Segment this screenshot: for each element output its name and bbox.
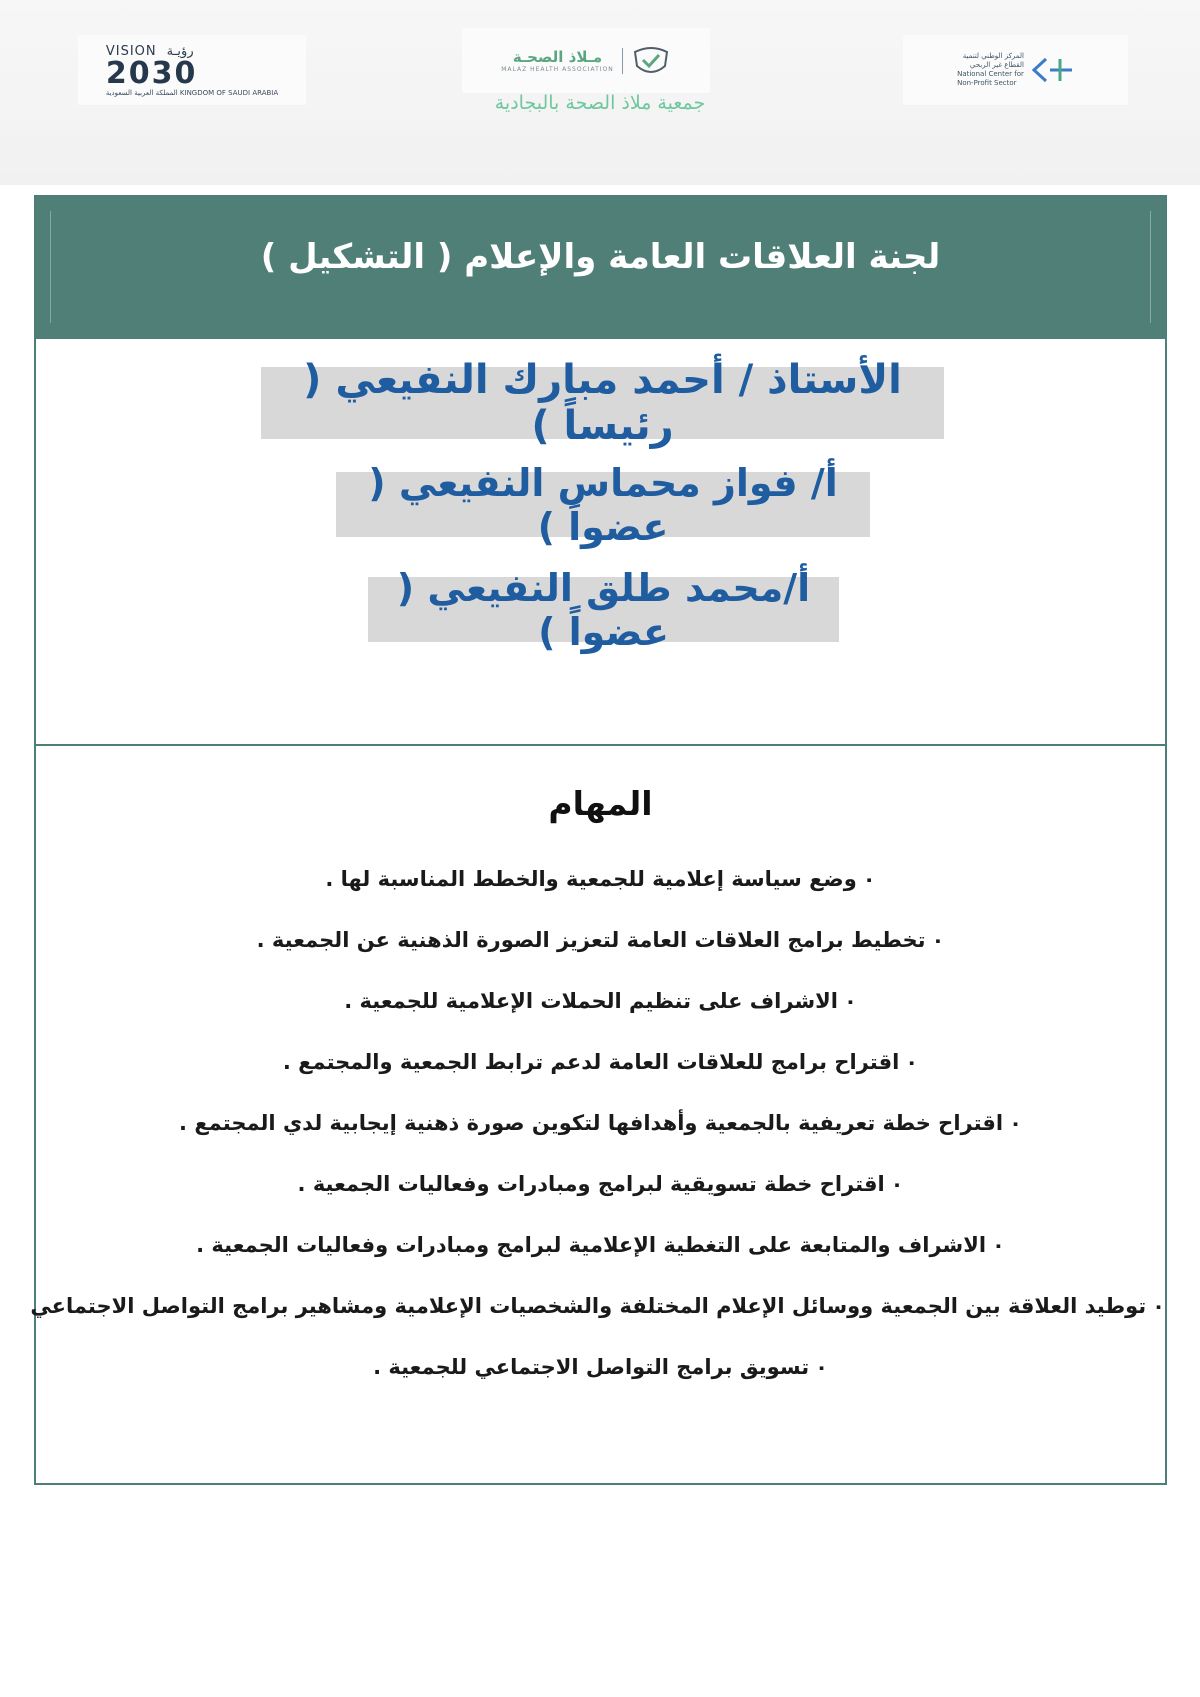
task-item: ٠الاشراف والمتابعة على التغطية الإعلامية لبرامج ومبادرات وفعاليات الجمعية . — [196, 1233, 1005, 1257]
task-item: ٠توطيد العلاقة بين الجمعية ووسائل الإعلام المختلفة والشخصيات الإعلامية ومشاهير برامج التواصل الاجتماعي — [30, 1294, 1165, 1318]
members-section — [36, 339, 1165, 746]
bullet-dot: ٠ — [992, 1233, 1005, 1257]
bullet-dot: ٠ — [815, 1355, 828, 1379]
vision-year: 2030 — [105, 55, 198, 91]
task-item: ٠تسويق برامج التواصل الاجتماعي للجمعية . — [373, 1355, 828, 1379]
task-item: ٠اقتراح خطة تسويقية لبرامج ومبادرات وفعاليات الجمعية . — [297, 1172, 904, 1196]
tasks-title: المهام — [548, 784, 653, 823]
task-item: ٠الاشراف على تنظيم الحملات الإعلامية للجمعية . — [344, 989, 857, 1013]
vision-kingdom: المملكة العربية السعودية KINGDOM OF SAUDI ARABIA — [105, 88, 279, 97]
malath-name-ar: مـلاذ الصحـة — [512, 48, 603, 66]
task-item: ٠اقتراح برامج للعلاقات العامة لدعم ترابط الجمعية والمجتمع . — [282, 1050, 919, 1074]
bullet-dot: ٠ — [843, 989, 857, 1013]
page-header — [0, 0, 1200, 185]
task-item: ٠تخطيط برامج العلاقات العامة لتعزيز الصورة الذهنية عن الجمعية . — [256, 928, 945, 952]
vision-label: VISION — [105, 43, 157, 59]
ncnp-line-3: National Center for — [957, 70, 1024, 78]
malath-name-en: MALAZ HEALTH ASSOCIATION — [501, 66, 614, 73]
vision-label-ar: رؤيـة — [166, 43, 194, 59]
association-name: جمعية ملاذ الصحة بالبجادية — [494, 92, 706, 114]
bullet-dot: ٠ — [862, 867, 876, 891]
task-item: ٠اقتراح خطة تعريفية بالجمعية وأهدافها لتكوين صورة ذهنية إيجابية لدي المجتمع . — [179, 1111, 1022, 1135]
malath-shield-icon — [631, 44, 671, 78]
member-2: أ/محمد طلق النفيعي ( عضواً ) — [368, 577, 839, 642]
ncnp-line-1: المركز الوطني لتنمية — [962, 52, 1024, 60]
task-item: ٠وضع سياسة إعلامية للجمعية والخطط المناسبة لها . — [325, 867, 876, 891]
committee-frame — [30, 195, 1167, 1485]
member-chair: الأستاذ / أحمد مبارك النفيعي ( رئيساً ) — [261, 367, 944, 439]
committee-title: لجنة العلاقات العامة والإعلام ( التشكيل ) — [260, 237, 941, 277]
bullet-dot: ٠ — [1009, 1111, 1022, 1135]
ncnp-arrow-icon — [1032, 55, 1074, 85]
tasks-list — [30, 864, 1165, 1413]
bullet-dot: ٠ — [905, 1050, 919, 1074]
bullet-dot: ٠ — [931, 928, 945, 952]
member-1: أ/ فواز محماس النفيعي ( عضواً ) — [336, 472, 870, 537]
malath-logo — [462, 28, 710, 93]
committee-title-bar — [36, 197, 1165, 339]
logo-divider — [622, 48, 623, 74]
tasks-section — [30, 746, 1165, 1483]
ncnp-line-2: القطاع غير الربحي — [969, 61, 1024, 69]
bullet-dot: ٠ — [890, 1172, 904, 1196]
bullet-dot: ٠ — [1152, 1294, 1165, 1318]
ncnp-line-4: Non-Profit Sector — [957, 79, 1017, 87]
